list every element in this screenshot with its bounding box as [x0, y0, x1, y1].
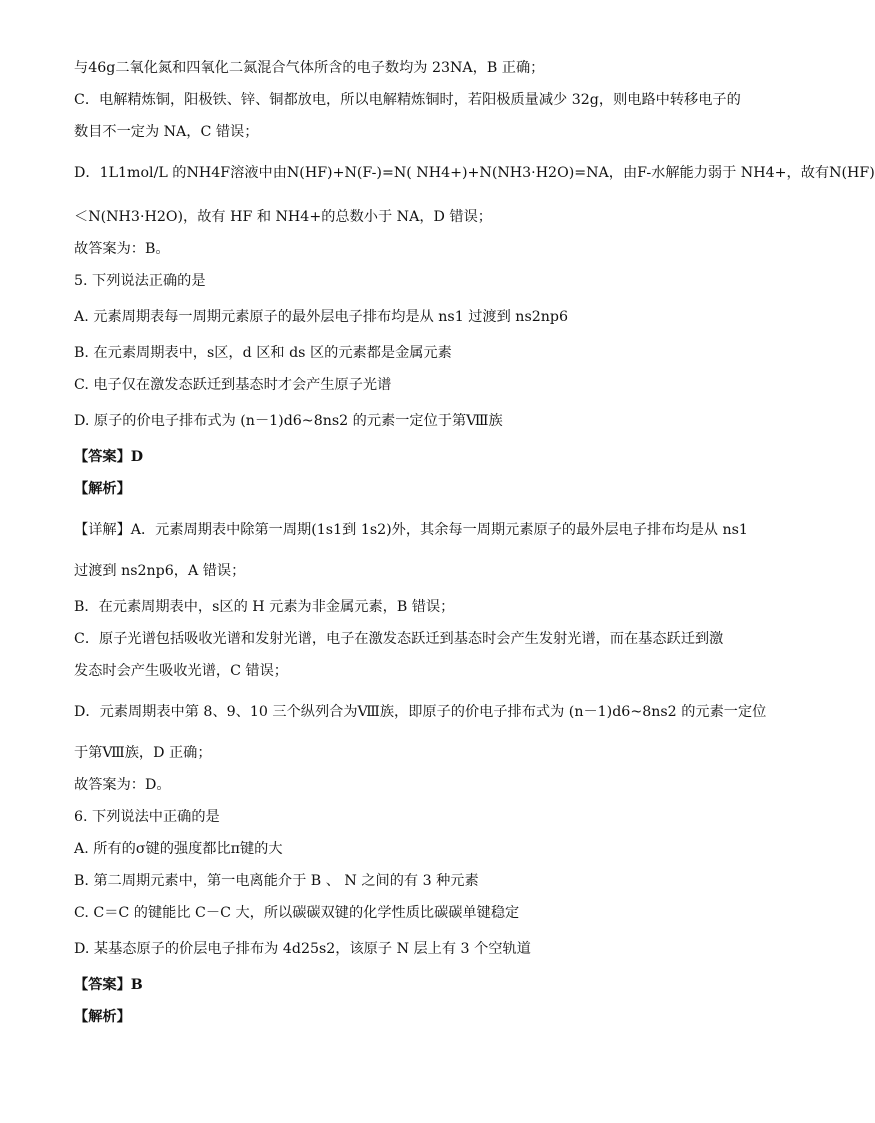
- option-b: B. 在元素周期表中，s区，d 区和 ds 区的元素都是金属元素: [74, 345, 452, 361]
- option-a: A. 所有的σ键的强度都比π键的大: [74, 841, 283, 857]
- text-line: D．元素周期表中第 8、9、10 三个纵列合为Ⅷ族，即原子的价电子排布式为 (n－1)d6~8ns2 的元素一定位: [74, 704, 767, 720]
- text-line: 故答案为：B。: [74, 241, 170, 257]
- question-title: 5. 下列说法正确的是: [74, 273, 206, 289]
- text-line: 过渡到 ns2np6，A 错误；: [74, 563, 246, 579]
- answer-label: 【答案】D: [74, 449, 144, 465]
- text-line: ＜N(NH3·H2O)，故有 HF 和 NH4+的总数小于 NA，D 错误；: [74, 209, 492, 225]
- text-line: C．电解精炼铜，阳极铁、锌、铜都放电，所以电解精炼铜时，若阳极质量减少 32g，则电路中转移电子的: [74, 92, 741, 108]
- option-c: C. 电子仅在激发态跃迁到基态时才会产生原子光谱: [74, 377, 392, 393]
- text-line: 故答案为：D。: [74, 777, 171, 793]
- text-line: C．原子光谱包括吸收光谱和发射光谱，电子在激发态跃迁到基态时会产生发射光谱，而在基态跃迁到激: [74, 631, 724, 647]
- option-c: C. C＝C 的键能比 C－C 大，所以碳碳双键的化学性质比碳碳单键稳定: [74, 905, 520, 921]
- option-d: D. 原子的价电子排布式为 (n－1)d6~8ns2 的元素一定位于第Ⅷ族: [74, 413, 503, 429]
- text-line: 与46g二氧化氮和四氧化二氮混合气体所含的电子数均为 23NA，B 正确；: [74, 60, 545, 76]
- text-line: D．1L1mol/L 的NH4F溶液中由N(HF)+N(F-)=N( NH4+)+N(NH3·H2O)=NA，由F-水解能力弱于 NH4+，故有N(HF): [74, 165, 875, 181]
- answer-label: 【答案】B: [74, 977, 143, 993]
- text-line: 数目不一定为 NA，C 错误；: [74, 124, 259, 140]
- text-line: 【详解】A．元素周期表中除第一周期(1s1到 1s2)外，其余每一周期元素原子的最外层电子排布均是从 ns1: [74, 522, 748, 538]
- option-a: A. 元素周期表每一周期元素原子的最外层电子排布均是从 ns1 过渡到 ns2np6: [74, 309, 568, 325]
- analysis-label: 【解析】: [74, 481, 131, 497]
- option-b: B. 第二周期元素中，第一电离能介于 B 、 N 之间的有 3 种元素: [74, 873, 479, 889]
- question-title: 6. 下列说法中正确的是: [74, 809, 220, 825]
- option-d: D. 某基态原子的价层电子排布为 4d25s2，该原子 N 层上有 3 个空轨道: [74, 941, 531, 957]
- text-line: B．在元素周期表中，s区的 H 元素为非金属元素，B 错误；: [74, 599, 455, 615]
- text-line: 发态时会产生吸收光谱，C 错误；: [74, 663, 288, 679]
- analysis-label: 【解析】: [74, 1009, 131, 1025]
- text-line: 于第Ⅷ族，D 正确；: [74, 745, 212, 761]
